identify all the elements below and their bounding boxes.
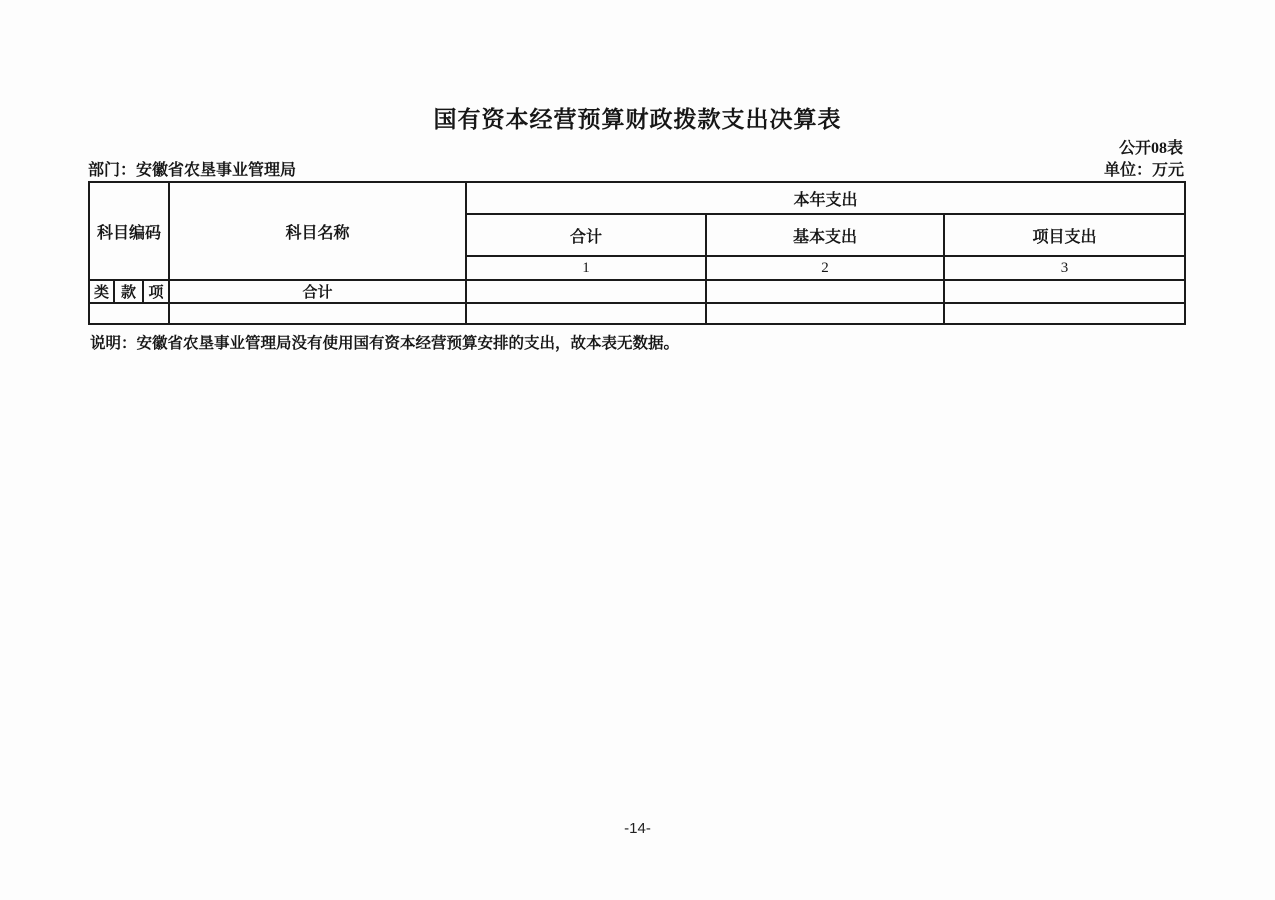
row-basic-value: [706, 280, 944, 303]
row-project-value: [944, 303, 1185, 324]
column-number-3: 3: [944, 256, 1185, 280]
row-subject-name: 合计: [169, 280, 466, 303]
column-number-2: 2: [706, 256, 944, 280]
page-number: -14-: [624, 820, 651, 837]
page-title: 国有资本经营预算财政拨款支出决算表: [433, 107, 842, 132]
header-total: 合计: [466, 214, 706, 256]
row-subject-name: [169, 303, 466, 324]
code-subheader-subitem: 项: [143, 280, 169, 303]
table-note: 说明：安徽省农垦事业管理局没有使用国有资本经营预算安排的支出，故本表无数据。: [90, 335, 680, 352]
header-subject-code: 科目编码: [89, 182, 169, 280]
header-subject-name: 科目名称: [169, 182, 466, 280]
row-code-cell: [89, 303, 169, 324]
header-project-expenditure: 项目支出: [944, 214, 1185, 256]
table-code-label: 公开08表: [1118, 140, 1183, 157]
expenditure-table: [88, 181, 1186, 325]
table-header-row-1: [89, 182, 1185, 214]
row-total-value: [466, 280, 706, 303]
row-basic-value: [706, 303, 944, 324]
code-subheader-category: 类: [89, 280, 114, 303]
department-label: 部门：安徽省农垦事业管理局: [88, 162, 297, 179]
unit-label: 单位：万元: [1103, 162, 1184, 179]
table-row: [89, 280, 1185, 303]
code-subheader-item: 款: [114, 280, 143, 303]
row-total-value: [466, 303, 706, 324]
column-number-1: 1: [466, 256, 706, 280]
header-current-year-expenditure: 本年支出: [466, 182, 1185, 214]
header-basic-expenditure: 基本支出: [706, 214, 944, 256]
meta-row: [88, 157, 1184, 180]
table-row: [89, 303, 1185, 324]
row-project-value: [944, 280, 1185, 303]
